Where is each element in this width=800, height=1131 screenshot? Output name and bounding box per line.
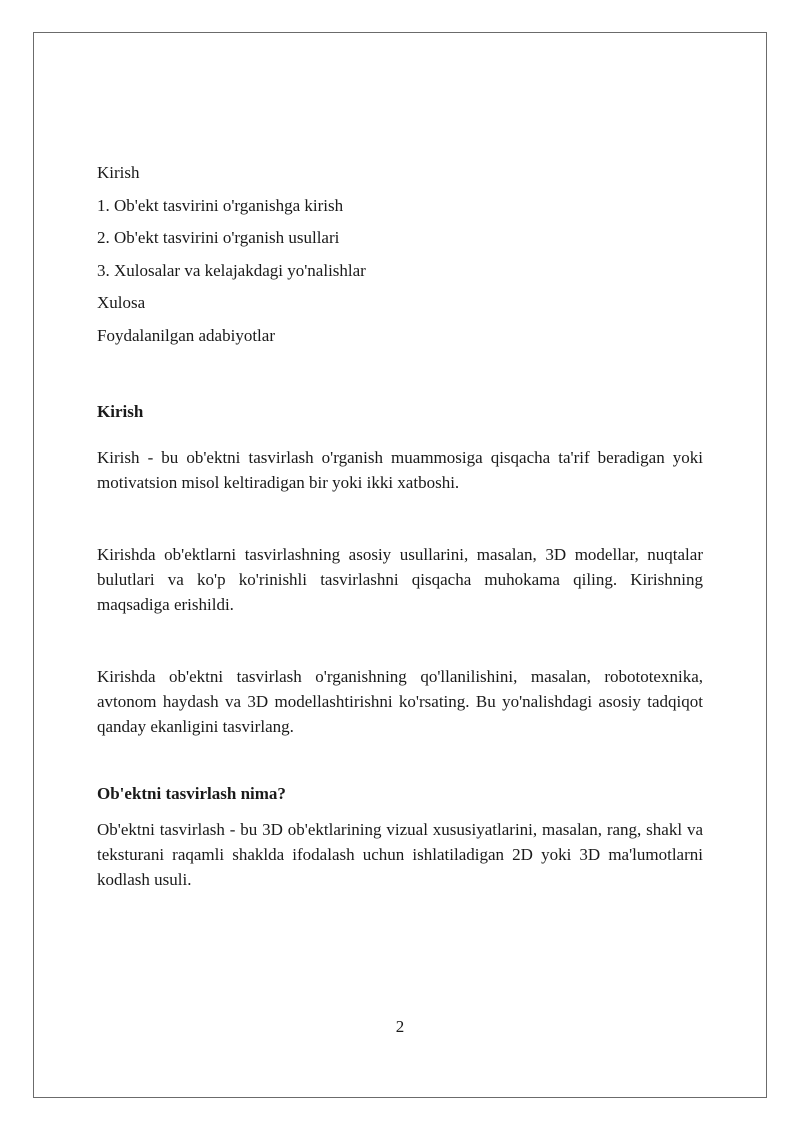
toc-item: 1. Ob'ekt tasvirini o'rganishga kirish <box>97 195 344 215</box>
section-heading-obektni-tasvirlash: Ob'ektni tasvirlash nima? <box>97 783 286 803</box>
paragraph: Kirish - bu ob'ektni tasvirlash o'rganish muammosiga qisqacha ta'rif beradigan yoki motivatsion misol keltiradigan bir yoki ikki xatboshi. <box>97 447 703 492</box>
toc-item: Xulosa <box>97 293 146 312</box>
paragraph: Ob'ektni tasvirlash - bu 3D ob'ektlarining vizual xususiyatlarini, masalan, rang, shakl va teksturani raqamli shaklda ifodalash uchun ishlatiladigan 2D yoki 3D ma'lumotlarni kodlash usuli. <box>97 819 703 889</box>
toc-item: 3. Xulosalar va kelajakdagi yo'nalishlar <box>97 260 366 280</box>
page-number: 2 <box>395 1017 405 1036</box>
toc-item: 2. Ob'ekt tasvirini o'rganish usullari <box>97 228 340 247</box>
paragraph: Kirishda ob'ektlarni tasvirlashning asosiy usullarini, masalan, 3D modellar, nuqtalar bulutlari va ko'p ko'rinishli tasvirlashni qisqacha muhokama qiling. Kirishning maqsadiga erishildi. <box>97 544 703 614</box>
paragraph: Kirishda ob'ektni tasvirlash o'rganishning qo'llanilishini, masalan, robototexnika, avtonom haydash va 3D modellashtirishni ko'rsating. Bu yo'nalishdagi asosiy tadqiqot qanday ekanligini tasvirlang. <box>97 666 703 736</box>
toc-item: Kirish <box>97 163 140 182</box>
table-of-contents <box>97 160 703 348</box>
document-body <box>97 160 703 892</box>
toc-item: Foydalanilgan adabiyotlar <box>97 325 275 345</box>
section-heading-kirish: Kirish <box>97 401 144 421</box>
